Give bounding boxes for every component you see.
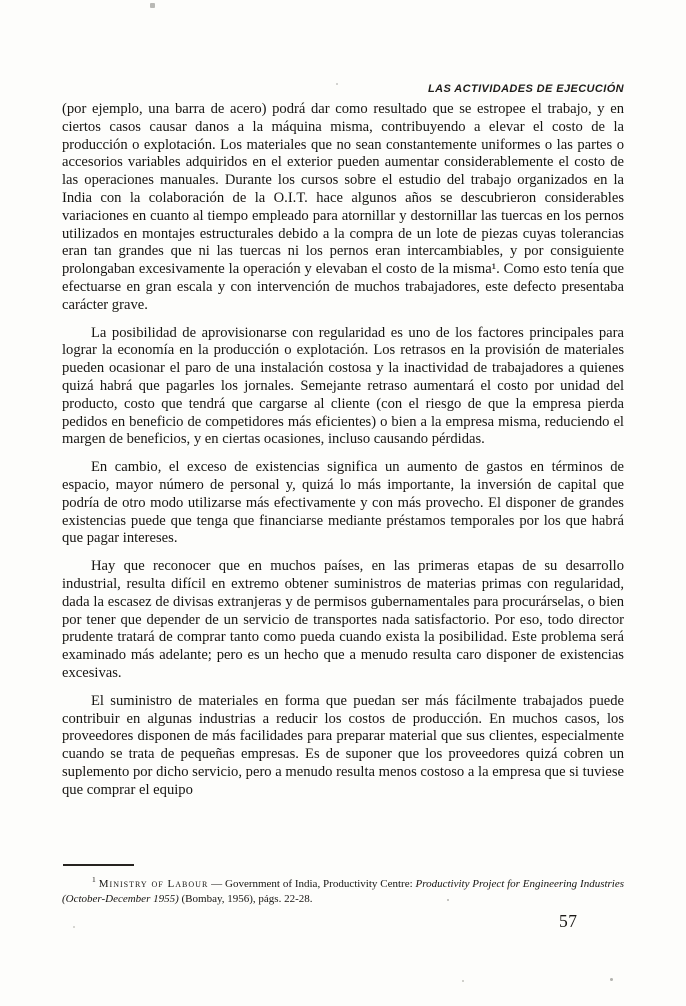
scan-speck	[73, 926, 75, 928]
running-header-title: LAS ACTIVIDADES DE EJECUCIÓN	[428, 83, 624, 95]
paragraph-5: El suministro de materiales en forma que puedan ser más fácilmente trabajados puede contribuir en algunas industrias a reducir los costos de producción. En muchos casos, los proveedores disponen de más facilidades para preparar material que sus clientes, especialmente cuando se trata de pequeñas empresas. Es de suponer que los proveedores quizá cobren un suplemento por dicho servicio, pero a menudo resulta menos costoso a la empresa que si tuviese que comprar el equipo	[62, 692, 624, 798]
scan-speck	[462, 980, 464, 982]
footnote-citation-tail: (Bombay, 1956), págs. 22-28.	[178, 892, 313, 905]
paragraph-3: En cambio, el exceso de existencias significa un aumento de gastos en términos de espacio, mayor número de personal y, quizá lo más importante, la inversión de capital que podría de otro modo utilizarse más efectivamente y con más provecho. El disponer de grandes existencias puede que tenga que financiarse mediante préstamos temporales por los que habrá que pagar intereses.	[62, 459, 624, 547]
scan-speck	[610, 978, 613, 981]
footnote-divider-rule	[63, 864, 134, 866]
footnote-block	[62, 864, 624, 906]
scan-speck	[336, 83, 338, 85]
footnote-body: Government of India, Productivity Centre:	[225, 878, 416, 890]
footnote-text	[62, 877, 624, 906]
paragraph-4: Hay que reconocer que en muchos países, en las primeras etapas de su desarrollo industrial, resulta difícil en extremo obtener suministros de materias primas con regularidad, dada la escasez de divisas extranjeras y de permisos gubernamentales para procurárselas, o bien por tener que depender de un servicio de transportes nada satisfactorio. Por eso, todo director prudente tratará de comprar tanto como pueda cuando exista la posibilidad. Este problema será examinado más adelante; pero es un hecho que a menudo resulta caro disponer de existencias excesivas.	[62, 558, 624, 681]
scan-speck	[447, 899, 449, 901]
scan-speck	[150, 3, 155, 8]
footnote-marker: 1	[92, 875, 96, 885]
body-text-column	[62, 101, 624, 857]
footnote-work-title: Productivity Project for Engineering Industries (October-December 1955)	[62, 878, 625, 905]
paragraph-1: (por ejemplo, una barra de acero) podrá dar como resultado que se estropee el trabajo, y en ciertos casos causar danos a la máquina misma, contribuyendo a elevar el costo de la producción o explotación. Los materiales que no sean constantemente uniformes o las partes o accesorios variables adquiridos en el exterior pueden aumentar considerablemente el costo de las operaciones manuales. Durante los cursos sobre el estudio del trabajo organizados en la India con la colaboración de la O.I.T. hace algunos años se descubrieron considerables variaciones en cuanto al tiempo empleado para atornillar y destornillar las tuercas en los pernos utilizados en montajes estructurales debido a la compra de un lote de piezas cuyas tolerancias eran tan grandes que ni las tuercas ni los pernos eran intercambiables, y por consiguiente prolongaban excesivamente la operación y elevaban el costo de la misma¹. Como esto tenía que efectuarse en gran escala y con intervención de muchos trabajadores, este defecto presentaba carácter grave.	[62, 101, 624, 313]
paragraph-2: La posibilidad de aprovisionarse con regularidad es uno de los factores principales para lograr la economía en la producción o explotación. Los retrasos en la provisión de materiales pueden ocasionar el paro de una instalación costosa y la inactividad de trabajadores a quienes quizá habrá que pagarles los jornales. Semejante retraso aumentará el costo por unidad del producto, costo que tendrá que cargarse al cliente (con el riesgo de que la empresa pierda pedidos en beneficio de competidores más eficientes) o bien a la empresa misma, reduciendo el margen de beneficios, y en ciertas ocasiones, incluso causando pérdidas.	[62, 324, 624, 448]
footnote-author: Ministry of Labour	[98, 878, 209, 890]
footnote-separator: —	[208, 878, 225, 890]
page-number: 57	[559, 911, 578, 931]
